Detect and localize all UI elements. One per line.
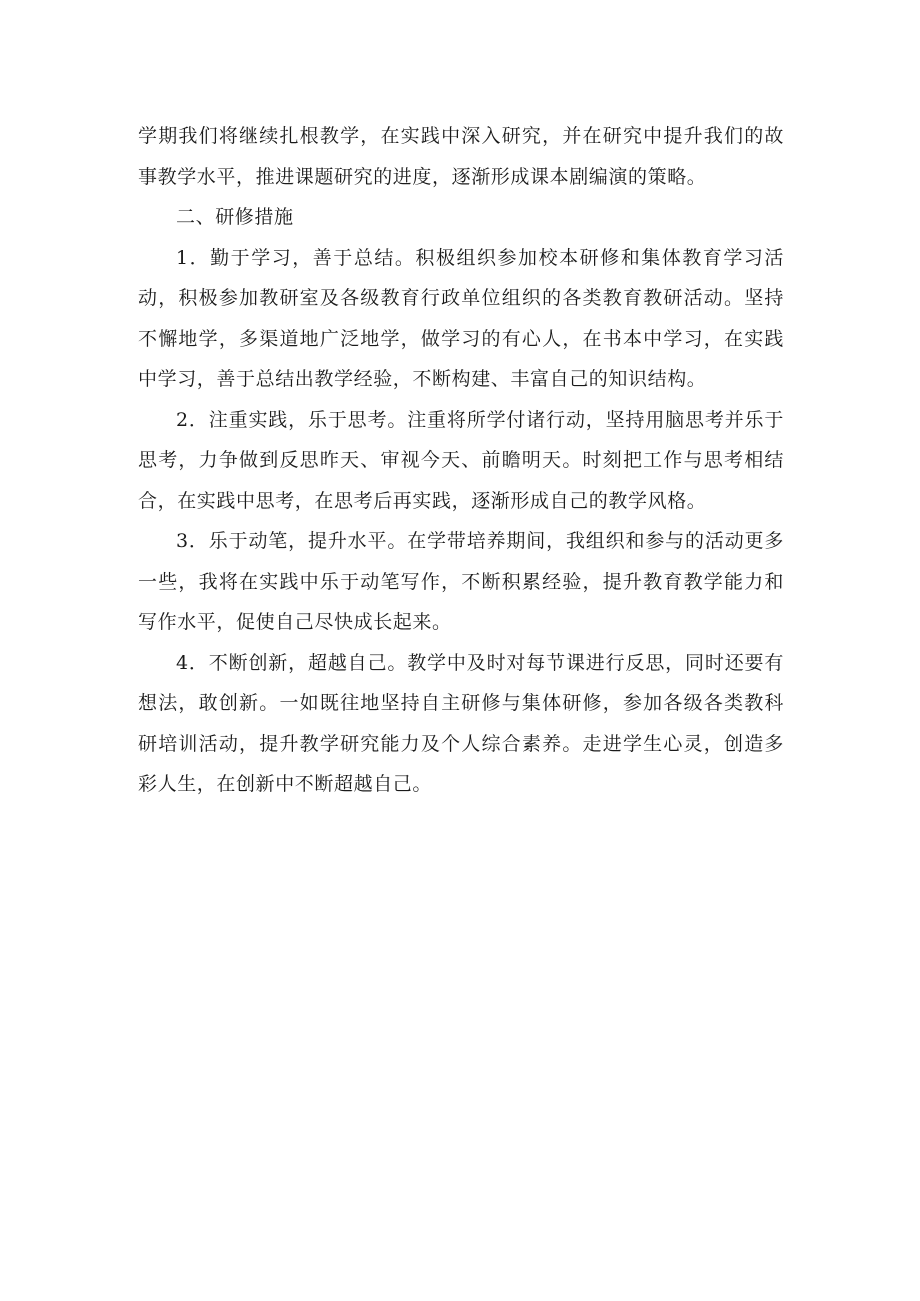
paragraph-item-4: 4．不断创新，超越自己。教学中及时对每节课进行反思，同时还要有想法，敢创新。一如既往地坚持自主研修与集体研修，参加各级各类教科研培训活动，提升教学研究能力及个人综合素养。走进学生心灵，创造多彩人生，在创新中不断超越自己。 xyxy=(138,651,784,795)
paragraph-item-1: 1．勤于学习，善于总结。积极组织参加校本研修和集体教育学习活动，积极参加教研室及各级教育行政单位组织的各类教育教研活动。坚持不懈地学，多渠道地广泛地学，做学习的有心人，在书本中学习，在实践中学习，善于总结出教学经验，不断构建、丰富自己的知识结构。 xyxy=(138,246,784,390)
document-body xyxy=(138,116,784,805)
section-heading-measures: 二、研修措施 xyxy=(176,206,294,228)
paragraph-item-3: 3．乐于动笔，提升水平。在学带培养期间，我组织和参与的活动更多一些，我将在实践中乐于动笔写作，不断积累经验，提升教育教学能力和写作水平，促使自己尽快成长起来。 xyxy=(138,530,784,633)
paragraph-continuation: 学期我们将继续扎根教学，在实践中深入研究，并在研究中提升我们的故事教学水平，推进课题研究的进度，逐渐形成课本剧编演的策略。 xyxy=(138,125,784,188)
paragraph-item-2: 2．注重实践，乐于思考。注重将所学付诸行动，坚持用脑思考并乐于思考，力争做到反思昨天、审视今天、前瞻明天。时刻把工作与思考相结合，在实践中思考，在思考后再实践，逐渐形成自己的教学风格。 xyxy=(138,408,784,512)
